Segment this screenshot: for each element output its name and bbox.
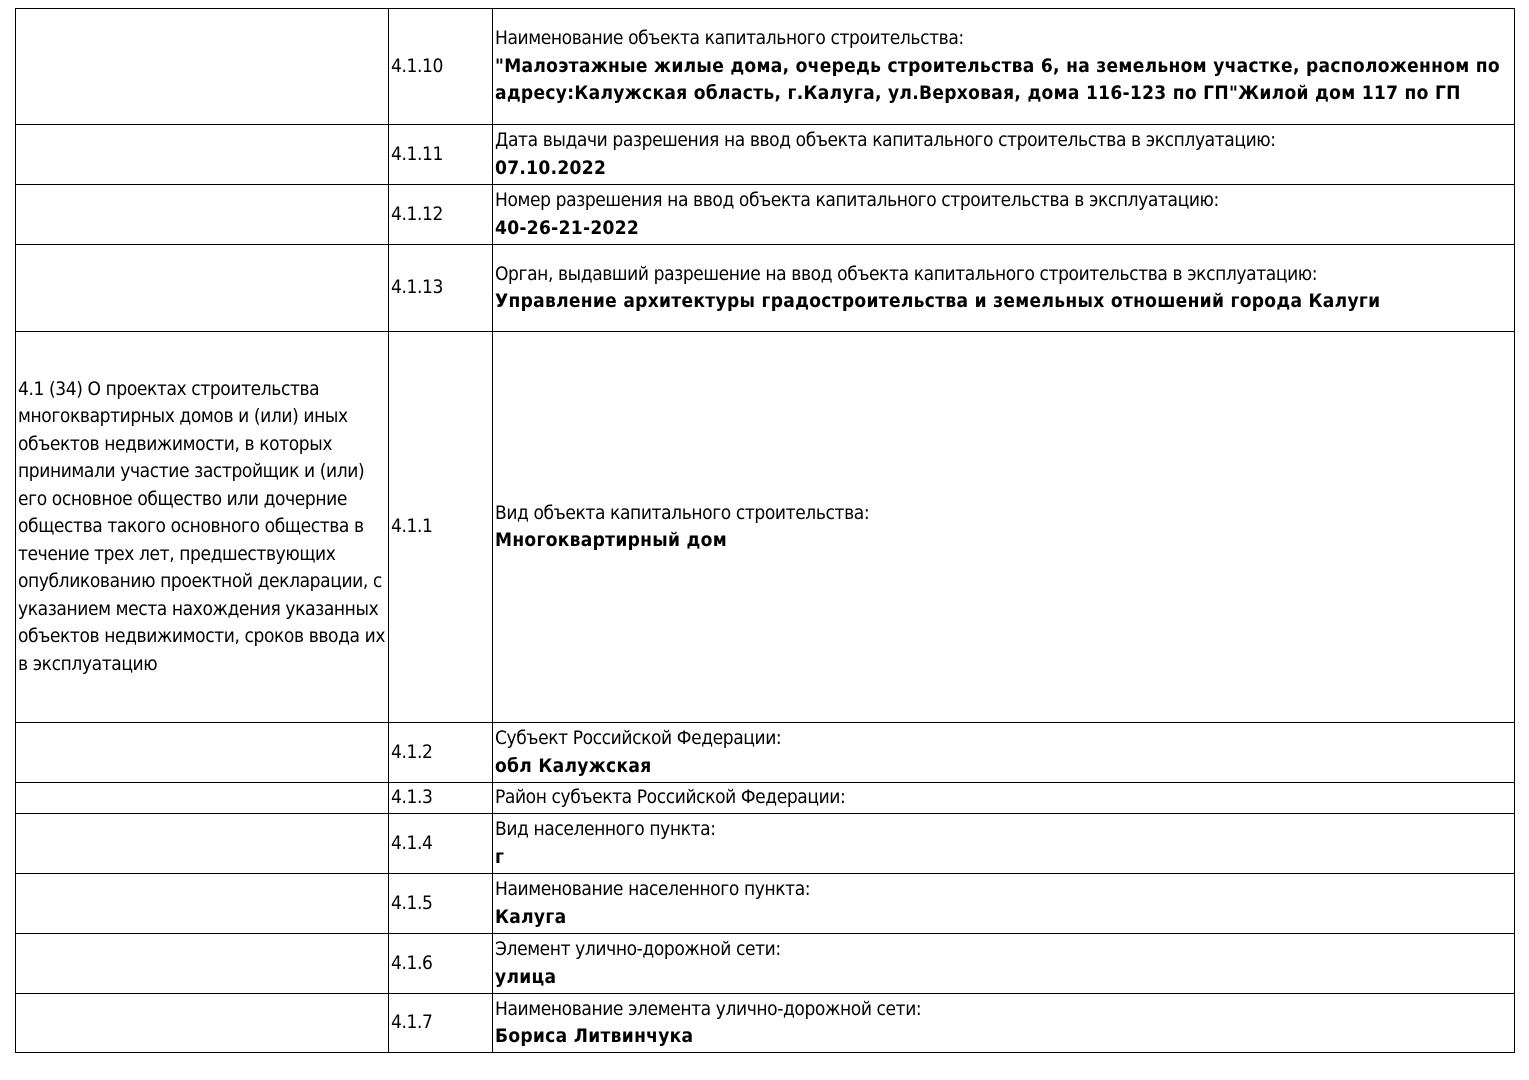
field-label: Орган, выдавший разрешение на ввод объекта капитального строительства в эксплуатацию:: [495, 262, 1318, 285]
table-row: [16, 934, 1515, 994]
row-content: [493, 994, 1515, 1053]
field-value: Многоквартирный дом: [495, 529, 727, 551]
field-value: г: [495, 845, 505, 868]
field-label: Наименование элемента улично-дорожной сети:: [495, 997, 922, 1020]
row-code: 4.1.10: [389, 9, 493, 125]
declaration-document: [15, 8, 1515, 1053]
section-cell-empty: [16, 245, 389, 332]
row-code: 4.1.13: [389, 245, 493, 332]
field-value: "Малоэтажные жилые дома, очередь строительства 6, на земельном участке, расположенном по адресу:Калужская область, г.Калуга, ул.Верховая, дома 116-123 по ГП"Жилой дом 117 по ГП: [495, 54, 1500, 105]
table-row: [16, 874, 1515, 934]
field-value: Управление архитектуры градостроительства и земельных отношений города Калуги: [495, 290, 1381, 312]
section-cell-empty: [16, 9, 389, 125]
section-cell-empty: [16, 783, 389, 814]
row-content: [493, 245, 1515, 332]
field-label: Район субъекта Российской Федерации:: [495, 786, 846, 809]
row-content: [493, 723, 1515, 783]
table-row: [16, 185, 1515, 245]
table-row: [16, 814, 1515, 874]
section-cell-empty: [16, 934, 389, 994]
row-code: 4.1.3: [389, 783, 493, 814]
row-content: [493, 332, 1515, 723]
field-label: Дата выдачи разрешения на ввод объекта капитального строительства в эксплуатацию:: [495, 129, 1276, 151]
field-label: Элемент улично-дорожной сети:: [495, 938, 781, 960]
row-content: [493, 874, 1515, 934]
row-code: 4.1.6: [389, 934, 493, 994]
section-label: 4.1 (34) О проектах строительства многоквартирных домов и (или) иных объектов недвижимости, в которых принимали участие застройщик и (или) его основное общество или дочерние общества такого основного общества в течение трех лет, предшествующих опубликованию проектной декларации, с указанием места нахождения указанных объектов недвижимости, сроков ввода их в эксплуатацию: [18, 377, 386, 675]
row-content: [493, 783, 1515, 814]
section-cell-empty: [16, 185, 389, 245]
table-row: [16, 994, 1515, 1053]
row-content: [493, 125, 1515, 185]
table-row: [16, 9, 1515, 125]
declaration-table: [15, 8, 1515, 1053]
row-content: [493, 9, 1515, 125]
field-label: Вид населенного пункта:: [495, 818, 716, 840]
row-code: 4.1.12: [389, 185, 493, 245]
field-value: Бориса Литвинчука: [495, 1025, 694, 1047]
row-code: 4.1.11: [389, 125, 493, 185]
section-cell-empty: [16, 874, 389, 934]
field-value: обл Калужская: [495, 754, 652, 777]
field-label: Номер разрешения на ввод объекта капитального строительства в эксплуатацию:: [495, 189, 1219, 211]
table-row: [16, 125, 1515, 185]
row-code: 4.1.4: [389, 814, 493, 874]
section-cell-empty: [16, 125, 389, 185]
row-code: 4.1.1: [389, 332, 493, 723]
table-row: [16, 332, 1515, 723]
section-cell-empty: [16, 994, 389, 1053]
table-row: [16, 783, 1515, 814]
row-code: 4.1.2: [389, 723, 493, 783]
row-content: [493, 934, 1515, 994]
table-row: [16, 723, 1515, 783]
row-code: 4.1.5: [389, 874, 493, 934]
section-cell-empty: [16, 814, 389, 874]
field-value: 07.10.2022: [495, 156, 607, 179]
row-code: 4.1.7: [389, 994, 493, 1053]
section-cell-empty: [16, 723, 389, 783]
field-value: 40-26-21-2022: [495, 216, 640, 239]
row-content: [493, 185, 1515, 245]
section-label-cell: [16, 332, 389, 723]
field-value: Калуга: [495, 905, 567, 928]
table-row: [16, 245, 1515, 332]
field-value: улица: [495, 965, 557, 988]
row-content: [493, 814, 1515, 874]
field-label: Вид объекта капитального строительства:: [495, 501, 870, 524]
field-label: Наименование населенного пункта:: [495, 878, 811, 900]
field-label: Наименование объекта капитального строительства:: [495, 27, 964, 50]
field-label: Субъект Российской Федерации:: [495, 727, 782, 749]
